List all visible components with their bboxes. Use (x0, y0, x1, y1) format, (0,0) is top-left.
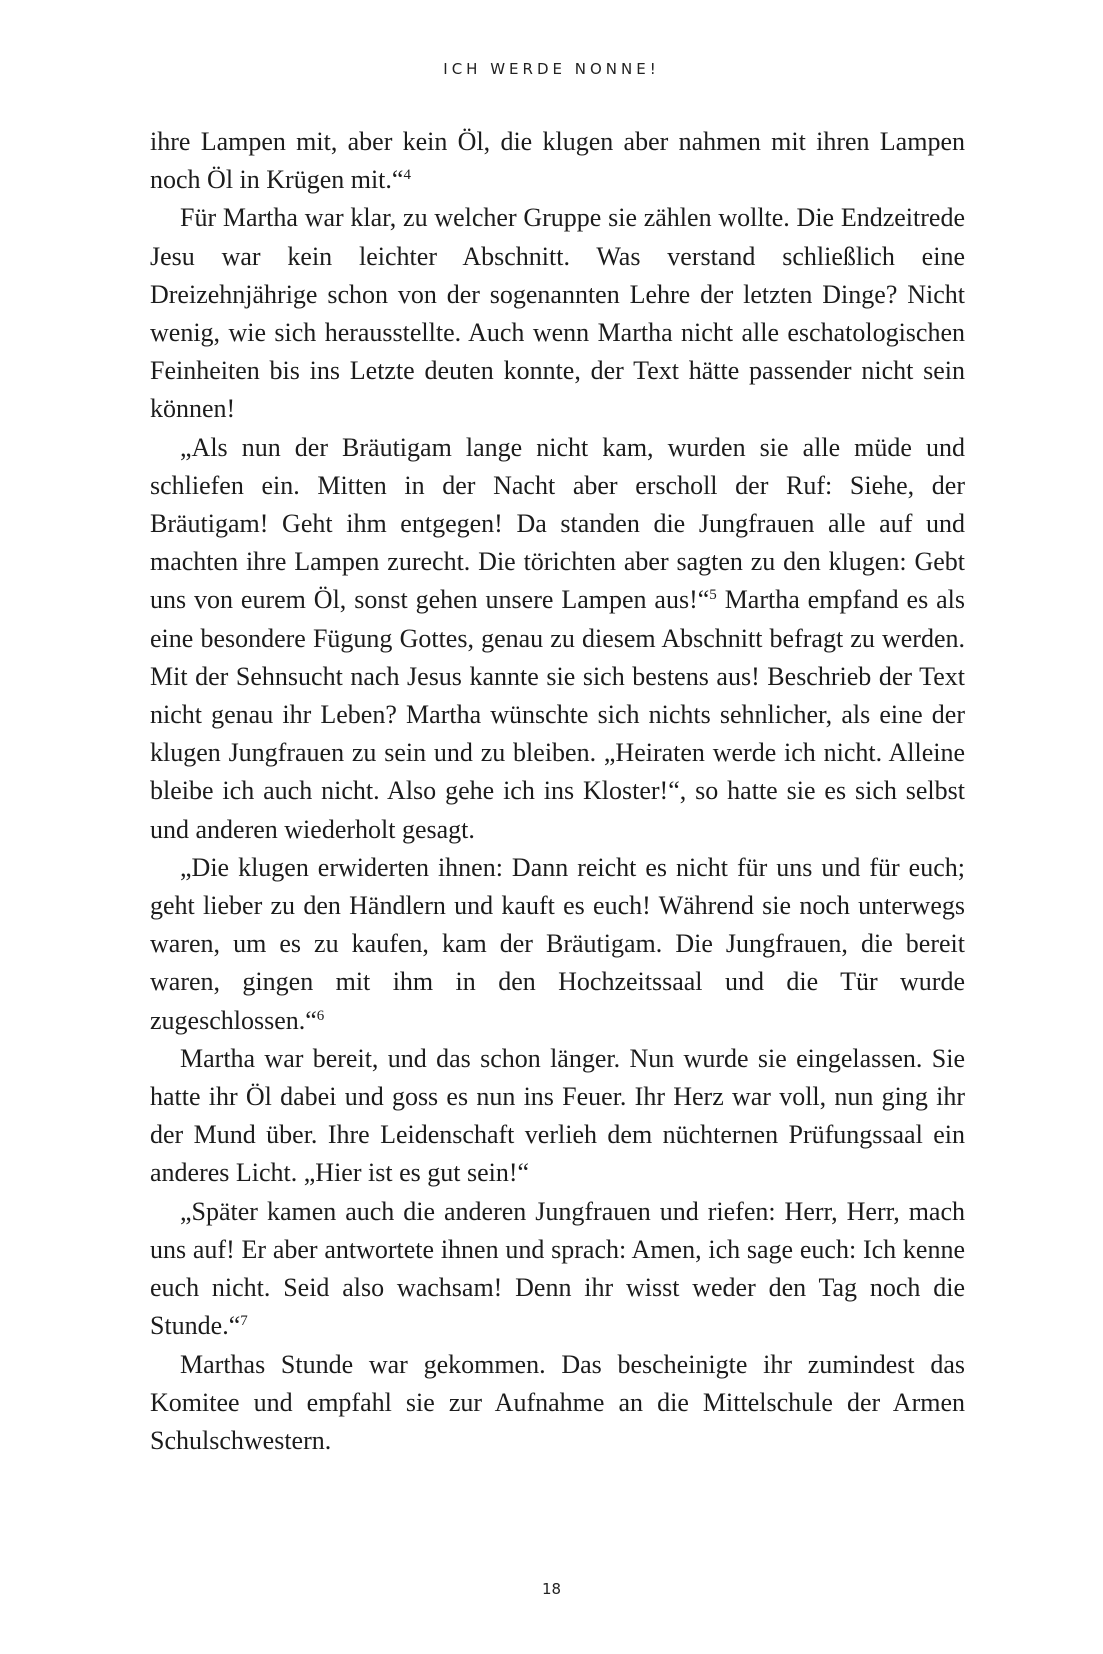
paragraph-text: „Als nun der Bräutigam lange nicht kam, wurden sie alle müde und schliefen ein. Mitten in der Nacht aber erscholl der Ruf: Siehe, der Bräutigam! Geht ihm entgegen! Da standen die Jungfrauen alle auf und machten ihre Lampen zurecht. Die törichten aber sagten zu den klugen: Gebt uns von eurem Öl, sonst gehen unsere Lampen aus!“ (150, 432, 965, 615)
paragraph-5 (150, 1040, 965, 1193)
paragraph-text: „Die klugen erwiderten ihnen: Dann reicht es nicht für uns und für euch; geht lieber zu den Händlern und kauft es euch! Während sie noch unterwegs waren, um es zu kaufen, kam der Bräutigam. Die Jungfrauen, die bereit waren, gingen mit ihm in den Hochzeitssaal und die Tür wurde zugeschlossen.“ (150, 852, 965, 1035)
running-head: ICH WERDE NONNE! (443, 60, 660, 78)
footnote-marker[interactable]: 6 (316, 1007, 325, 1024)
paragraph-6 (150, 1193, 965, 1346)
paragraph-text: Für Martha war klar, zu welcher Gruppe sie zählen wollte. Die Endzeitrede Jesu war kein leichter Abschnitt. Was verstand schließlich eine Dreizehnjährige schon von der sogenannten Lehre der letzten Dinge? Nicht wenig, wie sich herausstellte. Auch wenn Martha nicht alle eschatologischen Feinheiten bis ins Letzte deuten konnte, der Text hätte passender nicht sein können! (150, 203, 965, 424)
body-text (150, 123, 965, 1460)
footnote-marker[interactable]: 5 (709, 587, 717, 604)
page-number: 18 (541, 1580, 562, 1598)
paragraph-text: Marthas Stunde war gekommen. Das bescheinigte ihr zumindest das Komitee und empfahl sie zur Aufnahme an die Mittelschule der Armen Schulschwestern. (150, 1349, 965, 1455)
paragraph-4 (150, 849, 965, 1040)
paragraph-3 (150, 429, 965, 849)
paragraph-text: Martha war bereit, und das schon länger. Nun wurde sie eingelassen. Sie hatte ihr Öl dabei und goss es nun ins Feuer. Ihr Herz war voll, nun ging ihr der Mund über. Ihre Leidenschaft verlieh dem nüchternen Prüfungssaal ein anderes Licht. „Hier ist es gut sein!“ (150, 1043, 965, 1188)
paragraph-text: ihre Lampen mit, aber kein Öl, die klugen aber nahmen mit ihren Lampen noch Öl in Krügen mit.“ (150, 127, 965, 195)
paragraph-2 (150, 199, 965, 428)
paragraph-text: „Später kamen auch die anderen Jungfrauen und riefen: Herr, Herr, mach uns auf! Er aber antwortete ihnen und sprach: Amen, ich sage euch: Ich kenne euch nicht. Seid also wachsam! Denn ihr wisst weder den Tag noch die Stunde.“ (150, 1196, 965, 1341)
paragraph-text-tail: Martha empfand es als eine besondere Fügung Gottes, genau zu diesem Abschnitt befragt zu werden. Mit der Sehnsucht nach Jesus kannte sie sich bestens aus! Beschrieb der Text nicht genau ihr Leben? Martha wünschte sich nichts sehnlicher, als eine der klugen Jungfrauen zu sein und zu bleiben. „Heiraten werde ich nicht. Alleine bleibe ich auch nicht. Also gehe ich ins Kloster!“, so hatte sie es sich selbst und anderen wiederholt gesagt. (150, 585, 965, 844)
paragraph-1 (150, 123, 965, 199)
paragraph-7 (150, 1346, 965, 1461)
footnote-marker[interactable]: 7 (240, 1313, 248, 1330)
footnote-marker[interactable]: 4 (403, 167, 411, 184)
